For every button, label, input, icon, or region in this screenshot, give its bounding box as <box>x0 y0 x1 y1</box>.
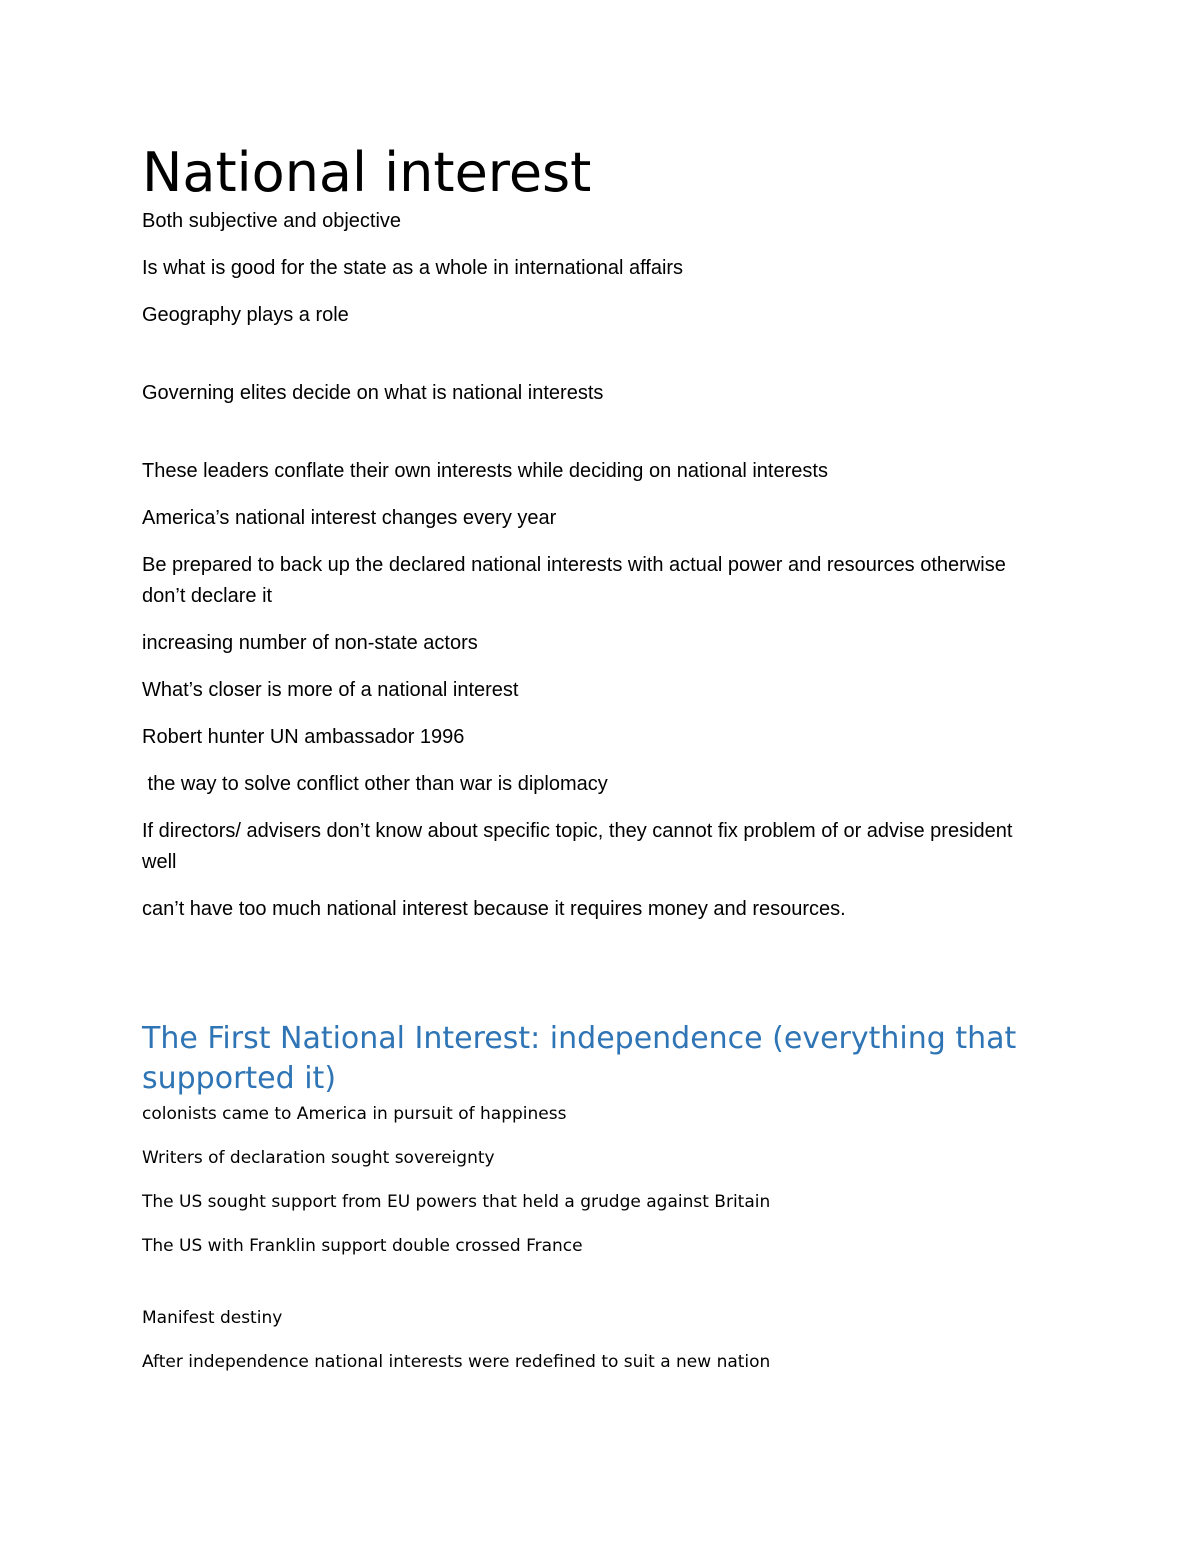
note-line: The US with Franklin support double crossed France <box>142 1236 583 1256</box>
note-line: Manifest destiny <box>142 1308 283 1328</box>
note-line: After independence national interests were redefined to suit a new nation <box>142 1352 771 1372</box>
note-line: colonists came to America in pursuit of happiness <box>142 1104 567 1124</box>
note-line: If directors/ advisers don’t know about specific topic, they cannot fix problem of or advise president well <box>142 820 1013 873</box>
notes-section <box>142 206 1042 941</box>
note-line: the way to solve conflict other than war is diplomacy <box>142 773 608 795</box>
note-line: Is what is good for the state as a whole in international affairs <box>142 257 684 279</box>
note-line: Geography plays a role <box>142 304 349 326</box>
note-line: What’s closer is more of a national interest <box>142 679 519 701</box>
note-line: Robert hunter UN ambassador 1996 <box>142 726 465 748</box>
independence-notes-section <box>142 1100 1042 1392</box>
document-title: National interest <box>142 141 592 204</box>
note-line: Be prepared to back up the declared national interests with actual power and resources otherwise don’t declare it <box>142 554 1006 607</box>
note-line: Both subjective and objective <box>142 210 402 232</box>
note-line: Governing elites decide on what is national interests <box>142 382 604 404</box>
section-heading: The First National Interest: independence (everything that supported it) <box>142 1021 1017 1096</box>
note-line: America’s national interest changes every year <box>142 507 557 529</box>
note-line: can’t have too much national interest because it requires money and resources. <box>142 898 846 920</box>
note-line: Writers of declaration sought sovereignty <box>142 1148 495 1168</box>
note-line: The US sought support from EU powers that held a grudge against Britain <box>142 1192 771 1212</box>
note-line: These leaders conflate their own interests while deciding on national interests <box>142 460 828 482</box>
note-line: increasing number of non-state actors <box>142 632 478 654</box>
